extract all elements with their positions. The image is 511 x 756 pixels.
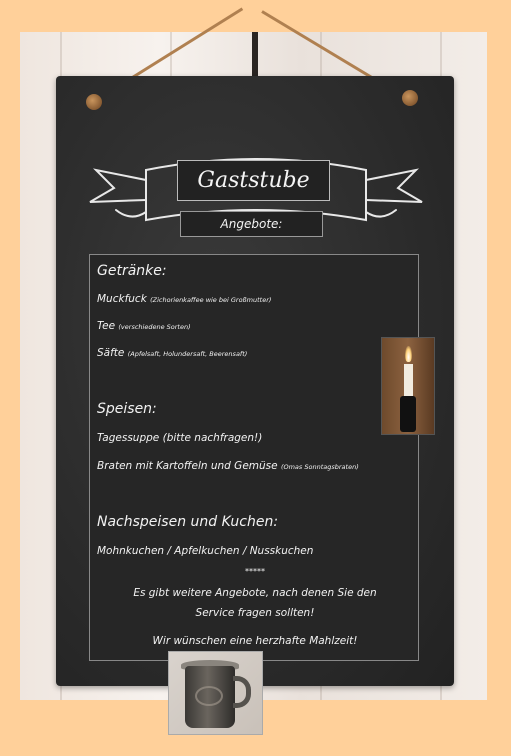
more-offers-line-2: Service fragen sollten! <box>195 607 315 619</box>
separator: ***** <box>245 567 265 576</box>
string-knot-left <box>86 94 102 110</box>
string-knot-right <box>402 90 418 106</box>
menu-item-drink: Tee (verschiedene Sorten) <box>97 320 191 332</box>
drinks-heading: Getränke: <box>97 263 167 279</box>
menu-item-drink: Säfte (Apfelsaft, Holundersaft, Beerensaft) <box>97 347 248 359</box>
candle-photo <box>381 337 435 435</box>
beer-stein-photo <box>168 651 263 735</box>
closing-message: Wir wünschen eine herzhafte Mahlzeit! <box>152 635 358 647</box>
food-heading: Speisen: <box>97 401 157 417</box>
menu-item-food: Braten mit Kartoffeln und Gemüse (Omas Sonntagsbraten) <box>97 460 359 472</box>
offers-subtitle: Angebote: <box>180 211 323 237</box>
menu-item-food: Tagessuppe (bitte nachfragen!) <box>97 432 263 444</box>
wall-hook <box>252 32 258 78</box>
more-offers-line-1: Es gibt weitere Angebote, nach denen Sie den <box>133 587 377 599</box>
page-title: Gaststube <box>177 160 330 201</box>
flame-icon <box>405 346 412 362</box>
menu-panel <box>89 254 419 661</box>
menu-item-dessert: Mohnkuchen / Apfelkuchen / Nusskuchen <box>97 545 314 557</box>
dessert-heading: Nachspeisen und Kuchen: <box>97 514 279 530</box>
menu-item-drink: Muckfuck (Zichorienkaffee wie bei Großmutter) <box>97 293 272 305</box>
